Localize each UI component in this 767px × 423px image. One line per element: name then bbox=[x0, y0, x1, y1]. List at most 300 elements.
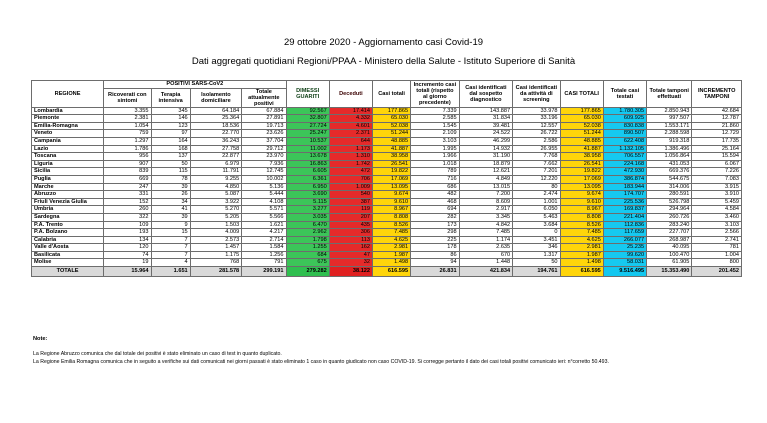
table-cell: 65.030 bbox=[560, 115, 603, 123]
table-cell: 25.247 bbox=[286, 130, 329, 138]
table-cell: 117.659 bbox=[603, 229, 646, 237]
table-cell: 52.038 bbox=[560, 122, 603, 130]
table-cell: 119 bbox=[329, 206, 372, 214]
table-cell: 26.955 bbox=[513, 145, 560, 153]
table-cell: 279.282 bbox=[286, 267, 329, 277]
region-cell: Sardegna bbox=[32, 213, 104, 221]
table-cell: 25.164 bbox=[692, 145, 742, 153]
table-cell: 100.470 bbox=[647, 251, 692, 259]
table-cell: 8.609 bbox=[459, 198, 513, 206]
table-cell: 280.591 bbox=[647, 191, 692, 199]
table-cell: 5.459 bbox=[692, 198, 742, 206]
table-cell: 7.083 bbox=[692, 175, 742, 183]
table-cell: 5.115 bbox=[286, 198, 329, 206]
table-cell: 169.837 bbox=[603, 206, 646, 214]
table-cell: 716 bbox=[411, 175, 459, 183]
table-cell: 177.865 bbox=[560, 107, 603, 115]
table-cell: 137 bbox=[151, 153, 190, 161]
table-cell: 134 bbox=[104, 236, 151, 244]
table-cell: 97 bbox=[151, 130, 190, 138]
table-row bbox=[32, 160, 742, 168]
table-cell: 227.707 bbox=[647, 229, 692, 237]
table-cell: 46.299 bbox=[459, 137, 513, 145]
table-cell: 3.910 bbox=[692, 191, 742, 199]
table-cell: 675 bbox=[286, 259, 329, 267]
table-body bbox=[32, 107, 742, 276]
table-cell: 482 bbox=[411, 191, 459, 199]
table-cell: 27.758 bbox=[190, 145, 242, 153]
table-row bbox=[32, 251, 742, 259]
header-casi-testati: Totale casi testati bbox=[603, 81, 646, 108]
region-cell: Marche bbox=[32, 183, 104, 191]
table-cell: 8.967 bbox=[560, 206, 603, 214]
table-cell: 7.936 bbox=[242, 160, 286, 168]
table-cell: 907 bbox=[104, 160, 151, 168]
table-cell: 622.408 bbox=[603, 137, 646, 145]
table-cell: 260.726 bbox=[647, 213, 692, 221]
table-cell: 26.541 bbox=[560, 160, 603, 168]
table-cell: 3.345 bbox=[459, 213, 513, 221]
table-cell: 207 bbox=[329, 213, 372, 221]
table-cell: 283.240 bbox=[647, 221, 692, 229]
table-cell: 1.553.171 bbox=[647, 122, 692, 130]
table-cell: 12.745 bbox=[242, 168, 286, 176]
table-cell: 3.922 bbox=[190, 198, 242, 206]
table-cell: 7.201 bbox=[513, 168, 560, 176]
table-cell: 282 bbox=[411, 213, 459, 221]
table-cell: 7.485 bbox=[459, 229, 513, 237]
header-casi-totali-2: CASI TOTALI bbox=[560, 81, 603, 108]
table-cell: 74 bbox=[104, 251, 151, 259]
table-cell: 25.364 bbox=[190, 115, 242, 123]
table-cell: 64.184 bbox=[190, 107, 242, 115]
table-cell: 2.288.598 bbox=[647, 130, 692, 138]
table-cell: 268.987 bbox=[647, 236, 692, 244]
region-cell: Basilicata bbox=[32, 251, 104, 259]
region-cell: Campania bbox=[32, 137, 104, 145]
table-cell: 67.884 bbox=[242, 107, 286, 115]
table-cell: 5.444 bbox=[242, 191, 286, 199]
table-cell: 23.970 bbox=[242, 153, 286, 161]
table-cell: 221.404 bbox=[603, 213, 646, 221]
table-cell: 58.031 bbox=[603, 259, 646, 267]
table-row bbox=[32, 206, 742, 214]
table-cell: 294.964 bbox=[647, 206, 692, 214]
table-cell: 2.586 bbox=[513, 137, 560, 145]
table-cell: 5.463 bbox=[513, 213, 560, 221]
table-cell: 31.190 bbox=[459, 153, 513, 161]
table-cell: 5.087 bbox=[190, 191, 242, 199]
table-cell: 644 bbox=[329, 137, 372, 145]
table-cell: 10.002 bbox=[242, 175, 286, 183]
table-cell: 152 bbox=[104, 198, 151, 206]
table-cell: 15.964 bbox=[104, 267, 151, 277]
table-cell: 2.474 bbox=[513, 191, 560, 199]
table-cell: 298 bbox=[411, 229, 459, 237]
table-cell: 7.339 bbox=[411, 107, 459, 115]
header-ricoverati: Ricoverati con sintomi bbox=[104, 88, 151, 107]
region-cell: TOTALE bbox=[32, 267, 104, 277]
header-deceduti: Deceduti bbox=[329, 81, 372, 108]
table-cell: 99.620 bbox=[603, 251, 646, 259]
table-cell: 41 bbox=[151, 206, 190, 214]
table-cell: 9.674 bbox=[560, 191, 603, 199]
table-cell: 12.787 bbox=[692, 115, 742, 123]
table-row bbox=[32, 213, 742, 221]
table-cell: 50 bbox=[513, 259, 560, 267]
table-cell: 92.567 bbox=[286, 107, 329, 115]
table-cell: 669 bbox=[104, 175, 151, 183]
table-cell: 25.235 bbox=[603, 244, 646, 252]
table-cell: 616.595 bbox=[560, 267, 603, 277]
table-cell: 38.122 bbox=[329, 267, 372, 277]
table-cell: 4 bbox=[151, 259, 190, 267]
table-cell: 781 bbox=[692, 244, 742, 252]
table-cell: 800 bbox=[692, 259, 742, 267]
table-cell: 224.168 bbox=[603, 160, 646, 168]
region-cell: Emilia-Romagna bbox=[32, 122, 104, 130]
table-cell: 2.917 bbox=[459, 206, 513, 214]
table-cell: 47 bbox=[329, 251, 372, 259]
table-cell: 8.808 bbox=[373, 213, 411, 221]
header-casi-totali: Casi totali bbox=[373, 81, 411, 108]
table-cell: 23.626 bbox=[242, 130, 286, 138]
table-cell: 26.722 bbox=[513, 130, 560, 138]
table-cell: 1.995 bbox=[411, 145, 459, 153]
table-cell: 387 bbox=[329, 198, 372, 206]
table-cell: 9 bbox=[151, 221, 190, 229]
table-cell: 1.317 bbox=[513, 251, 560, 259]
table-cell: 177.865 bbox=[373, 107, 411, 115]
table-cell: 768 bbox=[190, 259, 242, 267]
table-cell: 2.109 bbox=[411, 130, 459, 138]
table-cell: 1.621 bbox=[242, 221, 286, 229]
table-cell: 1.173 bbox=[329, 145, 372, 153]
header-tamponi: Totale tamponi effettuati bbox=[647, 81, 692, 108]
table-cell: 3.451 bbox=[513, 236, 560, 244]
header-incremento-tamponi: INCREMENTO TAMPONI bbox=[692, 81, 742, 108]
table-cell: 7.226 bbox=[692, 168, 742, 176]
table-cell: 4.217 bbox=[242, 229, 286, 237]
table-cell: 472.930 bbox=[603, 168, 646, 176]
table-cell: 194.761 bbox=[513, 267, 560, 277]
table-cell: 39 bbox=[151, 183, 190, 191]
table-cell: 33.978 bbox=[513, 107, 560, 115]
table-cell: 7 bbox=[151, 251, 190, 259]
table-cell: 1.297 bbox=[104, 137, 151, 145]
table-cell: 42.684 bbox=[692, 107, 742, 115]
table-cell: 26 bbox=[151, 191, 190, 199]
table-cell: 115 bbox=[151, 168, 190, 176]
table-cell: 162 bbox=[329, 244, 372, 252]
table-cell: 4.584 bbox=[692, 206, 742, 214]
table-cell: 1.310 bbox=[329, 153, 372, 161]
table-cell: 143.887 bbox=[459, 107, 513, 115]
table-cell: 830.838 bbox=[603, 122, 646, 130]
table-cell: 4.601 bbox=[329, 122, 372, 130]
table-cell: 2.635 bbox=[459, 244, 513, 252]
table-cell: 6.950 bbox=[286, 183, 329, 191]
table-cell: 7.768 bbox=[513, 153, 560, 161]
region-cell: Piemonte bbox=[32, 115, 104, 123]
region-cell: Valle d'Aosta bbox=[32, 244, 104, 252]
table-cell: 7 bbox=[151, 244, 190, 252]
table-cell: 7.485 bbox=[373, 229, 411, 237]
table-cell: 50 bbox=[151, 160, 190, 168]
table-row bbox=[32, 137, 742, 145]
table-cell: 7.662 bbox=[513, 160, 560, 168]
table-cell: 10.537 bbox=[286, 137, 329, 145]
table-cell: 3.460 bbox=[692, 213, 742, 221]
note-line: La Regione Abruzzo comunica che dal totale dei positivi è stato eliminato un caso di test in quanto duplicato. bbox=[33, 351, 282, 357]
table-cell: 3.915 bbox=[692, 183, 742, 191]
table-cell: 4.850 bbox=[190, 183, 242, 191]
table-cell: 1.786 bbox=[104, 145, 151, 153]
table-cell: 1.780.305 bbox=[603, 107, 646, 115]
table-cell: 759 bbox=[104, 130, 151, 138]
table-cell: 3.035 bbox=[286, 213, 329, 221]
region-cell: Umbria bbox=[32, 206, 104, 214]
table-cell: 260 bbox=[104, 206, 151, 214]
table-cell: 51.244 bbox=[373, 130, 411, 138]
table-cell: 39.481 bbox=[459, 122, 513, 130]
table-cell: 1.054 bbox=[104, 122, 151, 130]
table-cell: 15 bbox=[151, 229, 190, 237]
table-cell: 27.724 bbox=[286, 122, 329, 130]
table-cell: 3.103 bbox=[692, 221, 742, 229]
table-cell: 1.174 bbox=[459, 236, 513, 244]
table-cell: 29.712 bbox=[242, 145, 286, 153]
table-cell: 1.056.864 bbox=[647, 153, 692, 161]
table-cell: 6.361 bbox=[286, 175, 329, 183]
header-positivi-group: POSITIVI SARS-CoV2 bbox=[104, 81, 286, 89]
table-cell: 12.729 bbox=[692, 130, 742, 138]
table-total-row bbox=[32, 267, 742, 277]
table-cell: 1.457 bbox=[190, 244, 242, 252]
table-cell: 526.798 bbox=[647, 198, 692, 206]
table-cell: 3.355 bbox=[104, 107, 151, 115]
table-cell: 1.966 bbox=[411, 153, 459, 161]
table-cell: 26.831 bbox=[411, 267, 459, 277]
table-cell: 2.981 bbox=[373, 244, 411, 252]
table-cell: 919.318 bbox=[647, 137, 692, 145]
table-row bbox=[32, 191, 742, 199]
region-cell: Abruzzo bbox=[32, 191, 104, 199]
table-cell: 431.053 bbox=[647, 160, 692, 168]
table-cell: 706 bbox=[329, 175, 372, 183]
table-cell: 7.200 bbox=[459, 191, 513, 199]
table-cell: 15.353.490 bbox=[647, 267, 692, 277]
table-cell: 386.874 bbox=[603, 175, 646, 183]
table-cell: 13.095 bbox=[373, 183, 411, 191]
table-cell: 36.243 bbox=[190, 137, 242, 145]
table-cell: 7.485 bbox=[560, 229, 603, 237]
header-sospetto: Casi identificati dal sospetto diagnostico bbox=[459, 81, 513, 108]
table-cell: 1.132.105 bbox=[603, 145, 646, 153]
table-cell: 6.605 bbox=[286, 168, 329, 176]
notes-section bbox=[33, 335, 609, 366]
table-cell: 112.836 bbox=[603, 221, 646, 229]
region-cell: P.A. Trento bbox=[32, 221, 104, 229]
table-cell: 12.621 bbox=[459, 168, 513, 176]
table-cell: 2.371 bbox=[329, 130, 372, 138]
region-cell: Lombardia bbox=[32, 107, 104, 115]
table-cell: 1.175 bbox=[190, 251, 242, 259]
table-cell: 1.742 bbox=[329, 160, 372, 168]
table-cell: 11.791 bbox=[190, 168, 242, 176]
table-cell: 540 bbox=[329, 191, 372, 199]
table-cell: 247 bbox=[104, 183, 151, 191]
table-cell: 38.958 bbox=[560, 153, 603, 161]
table-cell: 34 bbox=[151, 198, 190, 206]
table-row bbox=[32, 198, 742, 206]
note-line: La Regione Emilia Romagna comunica che in seguito a verifiche sui dati comunicati nei giorni passati è stato eliminato 1 caso in quanto giudicato non caso COVID-19. Si corregge pertanto il dato dei casi totali positivi comunicato ieri: n°corretto 50.493. bbox=[33, 359, 609, 365]
table-cell: 48.885 bbox=[560, 137, 603, 145]
table-cell: 164 bbox=[151, 137, 190, 145]
table-cell: 39 bbox=[151, 213, 190, 221]
table-cell: 2.850.943 bbox=[647, 107, 692, 115]
table-cell: 19.713 bbox=[242, 122, 286, 130]
page-title: 29 ottobre 2020 - Aggiornamento casi Covid-19 bbox=[283, 37, 484, 48]
table-cell: 5.571 bbox=[242, 206, 286, 214]
table-cell: 51.244 bbox=[560, 130, 603, 138]
table-cell: 1.545 bbox=[411, 122, 459, 130]
table-cell: 472 bbox=[329, 168, 372, 176]
region-cell: Friuli Venezia Giulia bbox=[32, 198, 104, 206]
notes-title: Note: bbox=[33, 336, 48, 342]
table-cell: 2.741 bbox=[692, 236, 742, 244]
table-cell: 5.270 bbox=[190, 206, 242, 214]
table-cell: 435 bbox=[329, 221, 372, 229]
region-cell: Toscana bbox=[32, 153, 104, 161]
table-cell: 1.798 bbox=[286, 236, 329, 244]
table-cell: 86 bbox=[411, 251, 459, 259]
table-cell: 1.018 bbox=[411, 160, 459, 168]
table-cell: 8.808 bbox=[560, 213, 603, 221]
table-cell: 32.807 bbox=[286, 115, 329, 123]
table-cell: 8.526 bbox=[560, 221, 603, 229]
table-cell: 17.069 bbox=[560, 175, 603, 183]
table-cell: 123 bbox=[151, 122, 190, 130]
table-cell: 48.885 bbox=[373, 137, 411, 145]
table-cell: 1.001 bbox=[513, 198, 560, 206]
table-cell: 544.675 bbox=[647, 175, 692, 183]
table-cell: 201.452 bbox=[692, 267, 742, 277]
table-cell: 4.332 bbox=[329, 115, 372, 123]
table-cell: 17.414 bbox=[329, 107, 372, 115]
table-cell: 997.507 bbox=[647, 115, 692, 123]
table-cell: 18.879 bbox=[459, 160, 513, 168]
table-cell: 468 bbox=[411, 198, 459, 206]
table-cell: 13.095 bbox=[560, 183, 603, 191]
table-cell: 1.255 bbox=[286, 244, 329, 252]
table-cell: 22.877 bbox=[190, 153, 242, 161]
region-cell: Liguria bbox=[32, 160, 104, 168]
table-row bbox=[32, 221, 742, 229]
table-cell: 19.822 bbox=[373, 168, 411, 176]
table-cell: 7 bbox=[151, 236, 190, 244]
table-cell: 314.006 bbox=[647, 183, 692, 191]
table-cell: 1.651 bbox=[151, 267, 190, 277]
table-cell: 9.610 bbox=[560, 198, 603, 206]
header-terapia: Terapia intensiva bbox=[151, 88, 190, 107]
table-cell: 22.770 bbox=[190, 130, 242, 138]
table-cell: 299.191 bbox=[242, 267, 286, 277]
table-cell: 1.987 bbox=[373, 251, 411, 259]
table-cell: 4.108 bbox=[242, 198, 286, 206]
table-cell: 1.584 bbox=[242, 244, 286, 252]
table-cell: 4.849 bbox=[459, 175, 513, 183]
table-cell: 146 bbox=[151, 115, 190, 123]
table-cell: 684 bbox=[286, 251, 329, 259]
table-cell: 78 bbox=[151, 175, 190, 183]
header-screening: Casi identificati da attività di screening bbox=[513, 81, 560, 108]
header-incremento: Incremento casi totali (rispetto al giorno precedente) bbox=[411, 81, 459, 108]
table-cell: 19 bbox=[104, 259, 151, 267]
table-cell: 27.891 bbox=[242, 115, 286, 123]
table-row bbox=[32, 153, 742, 161]
table-cell: 839 bbox=[104, 168, 151, 176]
region-cell: Lazio bbox=[32, 145, 104, 153]
table-row bbox=[32, 259, 742, 267]
table-cell: 789 bbox=[411, 168, 459, 176]
table-cell: 37.704 bbox=[242, 137, 286, 145]
table-cell: 686 bbox=[411, 183, 459, 191]
table-row bbox=[32, 168, 742, 176]
table-cell: 2.981 bbox=[560, 244, 603, 252]
table-cell: 1.256 bbox=[242, 251, 286, 259]
table-cell: 13.015 bbox=[459, 183, 513, 191]
table-cell: 670 bbox=[459, 251, 513, 259]
table-cell: 9.516.495 bbox=[603, 267, 646, 277]
table-cell: 706.557 bbox=[603, 153, 646, 161]
table-cell: 19.822 bbox=[560, 168, 603, 176]
table-cell: 173 bbox=[411, 221, 459, 229]
region-cell: Puglia bbox=[32, 175, 104, 183]
table-cell: 33.196 bbox=[513, 115, 560, 123]
table-cell: 4.009 bbox=[190, 229, 242, 237]
table-cell: 80 bbox=[513, 183, 560, 191]
region-cell: P.A. Bolzano bbox=[32, 229, 104, 237]
header-isolamento: Isolamento domiciliare bbox=[190, 88, 242, 107]
table-cell: 1.009 bbox=[329, 183, 372, 191]
header-region: REGIONE bbox=[32, 81, 104, 108]
table-row bbox=[32, 236, 742, 244]
table-row bbox=[32, 115, 742, 123]
table-cell: 3.103 bbox=[411, 137, 459, 145]
table-cell: 225.536 bbox=[603, 198, 646, 206]
table-cell: 281.578 bbox=[190, 267, 242, 277]
table-cell: 24.522 bbox=[459, 130, 513, 138]
table-cell: 3.690 bbox=[286, 191, 329, 199]
table-cell: 120 bbox=[104, 244, 151, 252]
table-cell: 168 bbox=[151, 145, 190, 153]
table-cell: 8.526 bbox=[373, 221, 411, 229]
table-cell: 9.610 bbox=[373, 198, 411, 206]
table-cell: 31.834 bbox=[459, 115, 513, 123]
page-subtitle: Dati aggregati quotidiani Regioni/PPAA - Ministero della Salute - Istituto Superiore di Sanità bbox=[191, 56, 576, 67]
table-cell: 9.674 bbox=[373, 191, 411, 199]
table-cell: 5.205 bbox=[190, 213, 242, 221]
table-cell: 18.536 bbox=[190, 122, 242, 130]
table-cell: 183.944 bbox=[603, 183, 646, 191]
table-cell: 41.887 bbox=[560, 145, 603, 153]
table-cell: 16.863 bbox=[286, 160, 329, 168]
covid-data-table bbox=[31, 80, 742, 277]
table-cell: 109 bbox=[104, 221, 151, 229]
table-row bbox=[32, 122, 742, 130]
table-row bbox=[32, 107, 742, 115]
